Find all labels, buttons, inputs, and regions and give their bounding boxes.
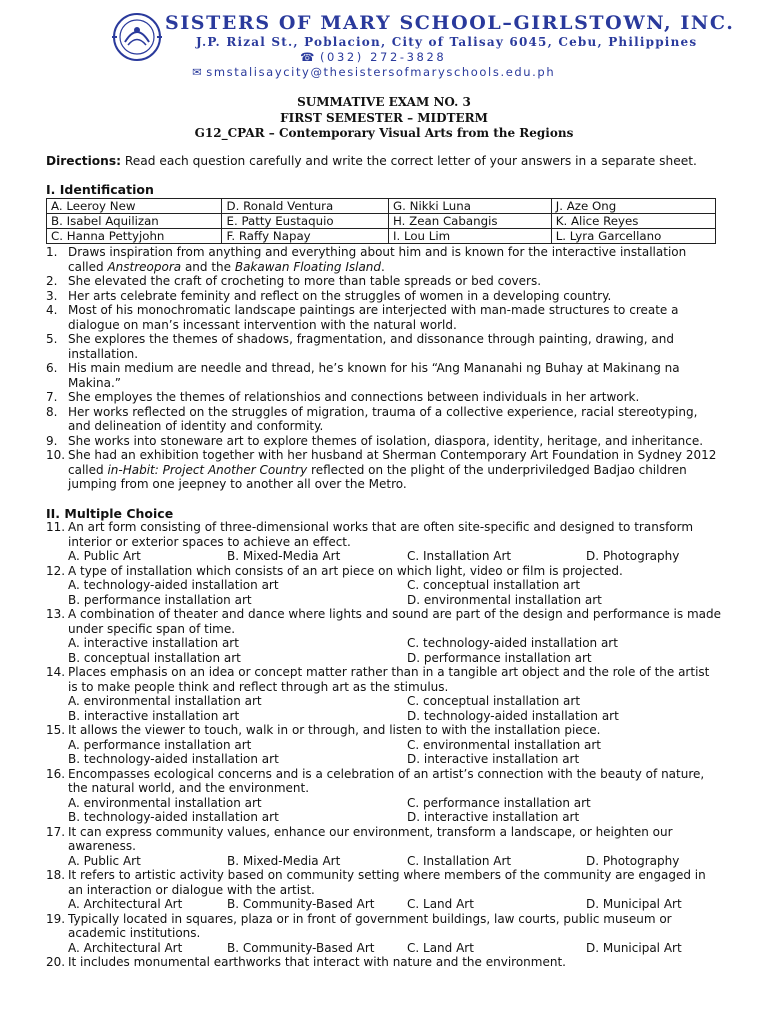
options-row (46, 549, 722, 564)
question-item (46, 564, 722, 579)
question-item (46, 332, 722, 361)
option: B. Community-Based Art (227, 940, 375, 955)
section-multiple-choice-heading: II. Multiple Choice (46, 506, 174, 521)
question-text: Typically located in squares, plaza or in front of government buildings, law courts, public museum or academic institutions. (68, 911, 672, 940)
table-cell: J. Aze Ong (551, 199, 715, 214)
school-seal-icon (112, 12, 162, 62)
option: D. performance installation art (407, 650, 592, 665)
question-number: 12. (46, 563, 66, 578)
option: C. Land Art (407, 897, 474, 911)
table-row (47, 214, 716, 229)
question-item (46, 361, 722, 390)
question-text: She employes the themes of relationshios and connections between individuals in her artwork. (68, 390, 640, 404)
option: C. technology-aided installation art (407, 636, 618, 650)
exam-title: SUMMATIVE EXAM NO. 3 (297, 95, 471, 109)
question-item (46, 868, 722, 897)
question-number: 2. (46, 274, 58, 288)
option: A. Public Art (68, 853, 141, 868)
artwork-title: Anstreopora (107, 259, 182, 274)
exam-subject: G12_CPAR – Contemporary Visual Arts from the Regions (194, 126, 574, 140)
table-cell: G. Nikki Luna (388, 199, 551, 214)
question-number: 4. (46, 303, 58, 317)
option: D. Photography (586, 549, 680, 563)
option: C. conceptual installation art (407, 578, 581, 592)
table-row (47, 229, 716, 244)
options-row (46, 941, 722, 956)
question-text: reflected on the plight of the underpriviledged Badjao children jumping from one jeepney to another all over the Metro. (68, 462, 687, 491)
question-text: It refers to artistic activity based on community setting where members of the community are engaged in an interaction or dialogue with the artist. (68, 868, 706, 897)
question-text: Her works reflected on the struggles of migration, trauma of a collective experience, racial stereotyping, and delineation of identity and conformity. (68, 404, 698, 433)
option: A. environmental installation art (68, 795, 262, 810)
option: A. Architectural Art (68, 940, 183, 955)
options-row (46, 651, 722, 666)
school-email (192, 65, 555, 79)
question-text: His main medium are needle and thread, he’s known for his “Ang Mananahi ng Buhay at Makinang na Makina.” (68, 361, 680, 390)
option: A. interactive installation art (68, 636, 239, 650)
school-phone (300, 50, 446, 64)
directions-label: Directions: (46, 154, 121, 168)
option: A. technology-aided installation art (68, 578, 279, 592)
option: B. technology-aided installation art (68, 810, 279, 824)
artwork-title: Bakawan Floating Island (234, 259, 382, 274)
table-cell: I. Lou Lim (388, 229, 551, 244)
question-text: A combination of theater and dance where lights and sound are part of the design and performance is made under specific span of time. (68, 607, 722, 636)
question-number: 14. (46, 665, 66, 679)
option: A. environmental installation art (68, 694, 262, 708)
options-row (46, 636, 722, 651)
question-item (46, 665, 722, 694)
question-item (46, 520, 722, 549)
option: D. interactive installation art (407, 810, 580, 824)
directions (46, 154, 697, 168)
question-number: 3. (46, 288, 58, 303)
question-text: She works into stoneware art to explore themes of isolation, diaspora, identity, heritage, and inheritance. (68, 433, 704, 448)
table-cell: K. Alice Reyes (551, 214, 715, 229)
option: B. conceptual installation art (68, 650, 241, 665)
question-text: Encompasses ecological concerns and is a celebration of an artist’s connection with the beauty of nature, the natural world, and the environment. (68, 766, 705, 795)
options-row (46, 593, 722, 608)
table-cell: E. Patty Eustaquio (222, 214, 389, 229)
question-item (46, 825, 722, 854)
table-cell: B. Isabel Aquilizan (47, 214, 222, 229)
question-number: 13. (46, 607, 66, 621)
exam-term: FIRST SEMESTER – MIDTERM (280, 110, 488, 125)
directions-text: Read each question carefully and write the correct letter of your answers in a separate sheet. (120, 154, 697, 168)
options-row (46, 796, 722, 811)
option: C. Installation Art (407, 549, 512, 563)
option: D. interactive installation art (407, 752, 580, 766)
question-text: Her arts celebrate feminity and reflect on the struggles of women in a developing country. (68, 288, 612, 303)
option: B. performance installation art (68, 592, 252, 607)
option: D. Municipal Art (586, 940, 682, 955)
question-text: Most of his monochromatic landscape paintings are interjected with man-made structures to create a dialogue on man’s incessant intervention with the natural world. (68, 303, 679, 332)
question-item (46, 955, 722, 970)
option: A. Architectural Art (68, 897, 183, 911)
question-text: It allows the viewer to touch, walk in or through, and listen to with the installation piece. (68, 723, 601, 737)
question-number: 18. (46, 868, 66, 882)
question-number: 6. (46, 361, 58, 375)
school-address: J.P. Rizal St., Poblacion, City of Talisay 6045, Cebu, Philippines (196, 35, 698, 49)
option: B. interactive installation art (68, 708, 240, 723)
option: B. Community-Based Art (227, 897, 375, 911)
question-item (46, 390, 722, 405)
option: C. Installation Art (407, 853, 512, 868)
names-table (46, 198, 716, 244)
question-item (46, 434, 722, 449)
options-row (46, 578, 722, 593)
question-text: She explores the themes of shadows, fragmentation, and dissonance through painting, drawing, and installation. (68, 332, 674, 361)
question-number: 8. (46, 404, 58, 419)
question-number: 7. (46, 390, 58, 404)
question-item (46, 607, 722, 636)
question-number: 1. (46, 245, 58, 259)
option: C. Land Art (407, 940, 474, 955)
question-number: 10. (46, 448, 66, 462)
option: C. performance installation art (407, 795, 591, 810)
question-number: 9. (46, 433, 58, 448)
question-text: Draws inspiration from anything and everything about him and is known for the interactive installation called (68, 245, 687, 274)
exhibition-title: in-Habit: Project Another Country (107, 462, 308, 477)
option: D. environmental installation art (407, 592, 602, 607)
option: B. technology-aided installation art (68, 752, 279, 766)
telephone-icon: ☎ (300, 50, 317, 64)
question-number: 20. (46, 955, 66, 969)
option: B. Mixed-Media Art (227, 853, 341, 868)
question-number: 15. (46, 723, 66, 737)
option: A. Public Art (68, 549, 141, 563)
option: B. Mixed-Media Art (227, 549, 341, 563)
options-row (46, 752, 722, 767)
question-text: A type of installation which consists of an art piece on which light, video or film is projected. (68, 563, 623, 578)
question-item (46, 303, 722, 332)
table-row (47, 199, 716, 214)
question-number: 17. (46, 824, 66, 839)
question-text: . (381, 259, 385, 274)
multiple-choice-items (46, 520, 722, 970)
option: D. technology-aided installation art (407, 708, 619, 723)
options-row (46, 810, 722, 825)
option: C. conceptual installation art (407, 694, 581, 708)
options-row (46, 694, 722, 709)
table-cell: A. Leeroy New (47, 199, 222, 214)
table-cell: H. Zean Cabangis (388, 214, 551, 229)
question-text: An art form consisting of three-dimensional works that are often site-specific and designed to transform interior or exterior spaces to achieve an effect. (68, 520, 694, 549)
question-item (46, 767, 722, 796)
table-cell: C. Hanna Pettyjohn (47, 229, 222, 244)
question-item (46, 274, 722, 289)
option: D. Municipal Art (586, 897, 682, 911)
letterhead (0, 0, 768, 84)
school-name: SISTERS OF MARY SCHOOL–GIRLSTOWN, INC. (165, 12, 735, 34)
question-item (46, 912, 722, 941)
envelope-icon: ✉ (192, 65, 204, 79)
options-row (46, 854, 722, 869)
question-text: Places emphasis on an idea or concept matter rather than in a tangible art object and the role of the artist is to make people think and reflect through art as the stimulus. (68, 665, 710, 694)
question-item (46, 723, 722, 738)
question-item (46, 448, 722, 492)
question-number: 11. (46, 520, 66, 534)
question-item (46, 405, 722, 434)
question-item (46, 245, 722, 274)
section-identification-heading: I. Identification (46, 182, 154, 197)
question-text: It can express community values, enhance our environment, transform a landscape, or heighten our awareness. (68, 824, 673, 853)
question-number: 19. (46, 911, 66, 926)
question-number: 16. (46, 766, 66, 781)
email-address: smstalisaycity@thesistersofmaryschools.edu.ph (206, 65, 556, 79)
exam-titles (0, 95, 768, 142)
question-item (46, 289, 722, 304)
identification-items (46, 245, 722, 492)
table-cell: L. Lyra Garcellano (551, 229, 715, 244)
question-number: 5. (46, 332, 58, 346)
question-text: It includes monumental earthworks that interact with nature and the environment. (68, 955, 566, 969)
table-cell: D. Ronald Ventura (222, 199, 389, 214)
question-text: and the (181, 259, 235, 274)
question-text: She had an exhibition together with her husband at Sherman Contemporary Art Foundation in Sydney 2012 called (68, 448, 717, 477)
options-row (46, 897, 722, 912)
phone-number: (032) 272-3828 (319, 50, 447, 64)
option: C. environmental installation art (407, 737, 601, 752)
question-text: She elevated the craft of crocheting to more than table spreads or bed covers. (68, 274, 542, 288)
table-cell: F. Raffy Napay (222, 229, 389, 244)
option: A. performance installation art (68, 737, 252, 752)
options-row (46, 738, 722, 753)
options-row (46, 709, 722, 724)
option: D. Photography (586, 853, 680, 868)
